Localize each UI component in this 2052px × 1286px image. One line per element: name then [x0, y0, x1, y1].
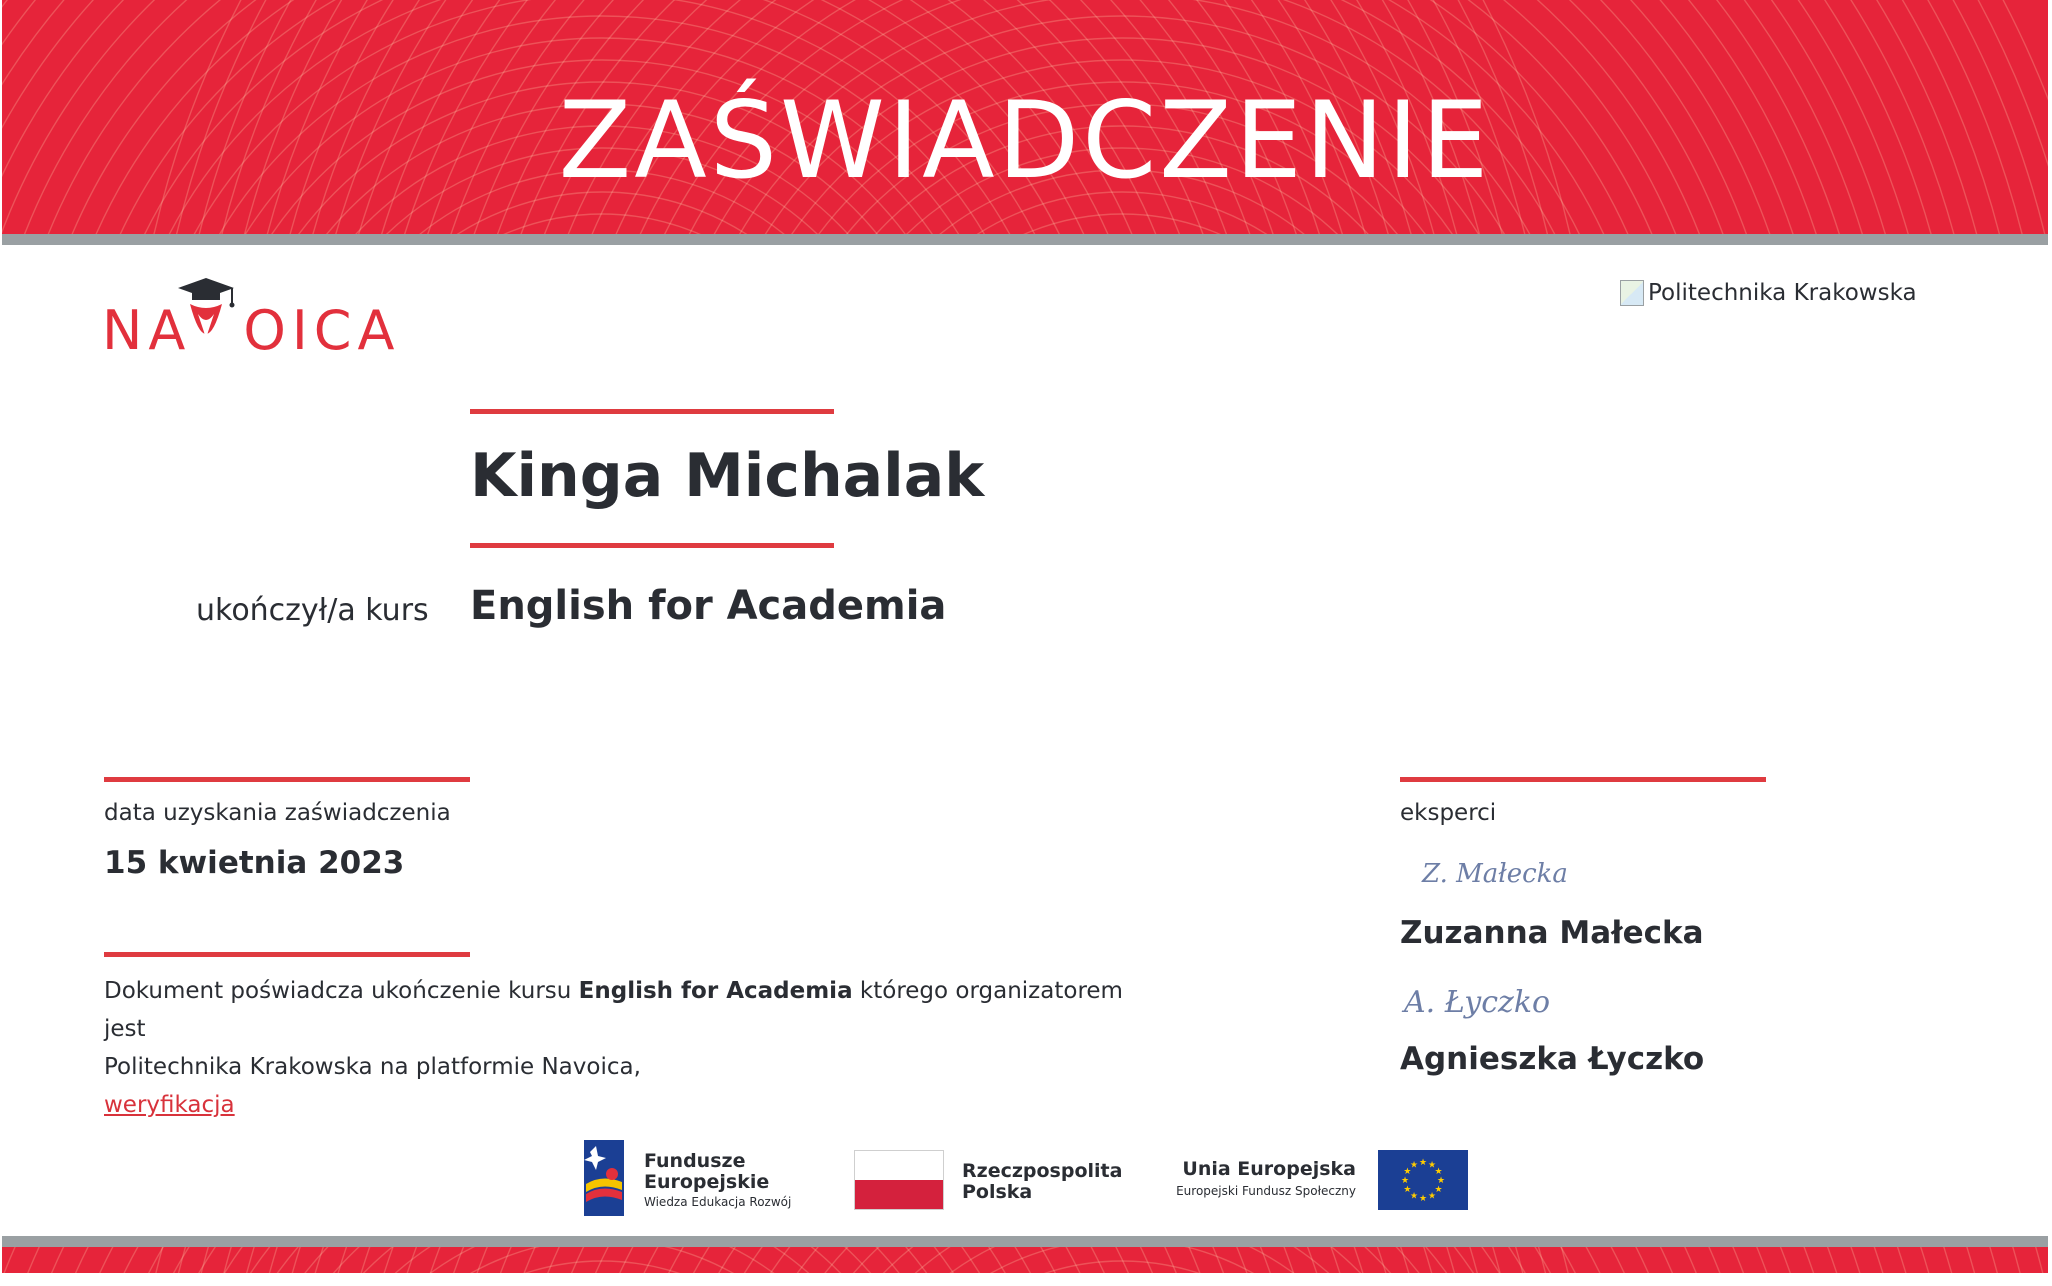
eu-star: ★	[1427, 1160, 1437, 1171]
signature-text: A. Łyczko	[1404, 985, 1551, 1020]
pattern-arc	[356, 214, 848, 234]
pattern-arc	[2, 1247, 1266, 1273]
date-rule	[104, 777, 470, 782]
pattern-arc	[2, 1247, 1288, 1273]
pattern-arc	[2, 1247, 1552, 1273]
eu-star: ★	[1418, 1158, 1428, 1168]
eu-star: ★	[1400, 1176, 1410, 1186]
pattern-arc	[172, 1247, 2048, 1273]
statement-rule	[104, 952, 470, 957]
experts-label: eksperci	[1400, 800, 1497, 826]
statement-middle: którego organizatorem jest	[104, 978, 1123, 1042]
header-divider	[2, 234, 2048, 245]
fe-line-2: Europejskie	[644, 1171, 770, 1193]
statement-course: English for Academia	[578, 978, 853, 1004]
broken-image-icon	[1620, 280, 1644, 306]
eu-star: ★	[1427, 1191, 1437, 1202]
fundusze-europejskie-icon	[582, 1138, 626, 1218]
name-bottom-rule	[470, 543, 834, 548]
footer-band	[2, 1247, 2048, 1273]
pattern-arc	[2, 1247, 1420, 1273]
eu-star: ★	[1409, 1191, 1419, 1202]
footer-wave-pattern	[2, 1247, 2048, 1273]
name-top-rule	[470, 409, 834, 414]
rp-line-1: Rzeczpospolita	[962, 1160, 1123, 1182]
institution-logo	[1620, 280, 1917, 306]
course-name: English for Academia	[470, 583, 947, 629]
pattern-arc	[876, 214, 1368, 234]
eu-star: ★	[1434, 1185, 1443, 1195]
polish-flag-icon	[854, 1150, 944, 1210]
pattern-arc	[2, 1247, 1376, 1273]
experts-rule	[1400, 777, 1766, 782]
eu-star: ★	[1434, 1167, 1443, 1177]
footer-divider	[2, 1236, 2048, 1247]
pattern-arc	[2, 1247, 1398, 1273]
eu-star: ★	[1418, 1194, 1428, 1204]
pattern-arc	[128, 1247, 2048, 1273]
signature-zuzanna-malecka	[1398, 852, 1598, 894]
statement-prefix: Dokument poświadcza ukończenie kursu	[104, 978, 572, 1004]
header-banner	[2, 0, 2048, 234]
eu-star: ★	[1403, 1185, 1412, 1195]
navoica-wordmark	[102, 299, 401, 362]
verification-link[interactable]: weryfikacja	[104, 1092, 235, 1118]
issue-date-label: data uzyskania zaświadczenia	[104, 800, 451, 826]
rp-line-2: Polska	[962, 1181, 1033, 1203]
fundusze-europejskie-logo	[582, 1138, 812, 1218]
eu-star: ★	[1409, 1160, 1419, 1171]
expert-name-2: Agnieszka Łyczko	[1400, 1041, 1705, 1077]
recipient-name: Kinga Michalak	[470, 441, 985, 511]
pattern-arc	[194, 1247, 2048, 1273]
fe-line-3: Wiedza Edukacja Rozwój	[644, 1195, 792, 1209]
wordmark-text: NA OICA	[102, 299, 401, 362]
navoica-logo	[102, 274, 401, 362]
signature-text: Z. Małecka	[1422, 859, 1568, 889]
issue-date: 15 kwietnia 2023	[104, 845, 405, 881]
unia-europejska-logo	[1168, 1150, 1468, 1212]
fe-line-1: Fundusze	[644, 1150, 746, 1172]
eu-star: ★	[1403, 1167, 1412, 1177]
certificate-title: ZAŚWIADCZENIE	[558, 79, 1492, 202]
eu-line-1: Unia Europejska	[1182, 1158, 1356, 1180]
signature-agnieszka-lyczko	[1398, 972, 1598, 1032]
completed-course-label: ukończył/a kurs	[196, 593, 429, 628]
certificate-statement	[104, 972, 1124, 1124]
rzeczpospolita-polska-logo	[854, 1150, 1124, 1210]
eu-flag-icon	[1378, 1150, 1468, 1210]
institution-logo-alt-text: Politechnika Krakowska	[1648, 280, 1917, 306]
eu-star: ★	[1436, 1176, 1446, 1186]
statement-organizer: Politechnika Krakowska na platformie Navoica,	[104, 1054, 641, 1080]
expert-name-1: Zuzanna Małecka	[1400, 915, 1704, 951]
eu-line-2: Europejski Fundusz Społeczny	[1176, 1184, 1356, 1198]
